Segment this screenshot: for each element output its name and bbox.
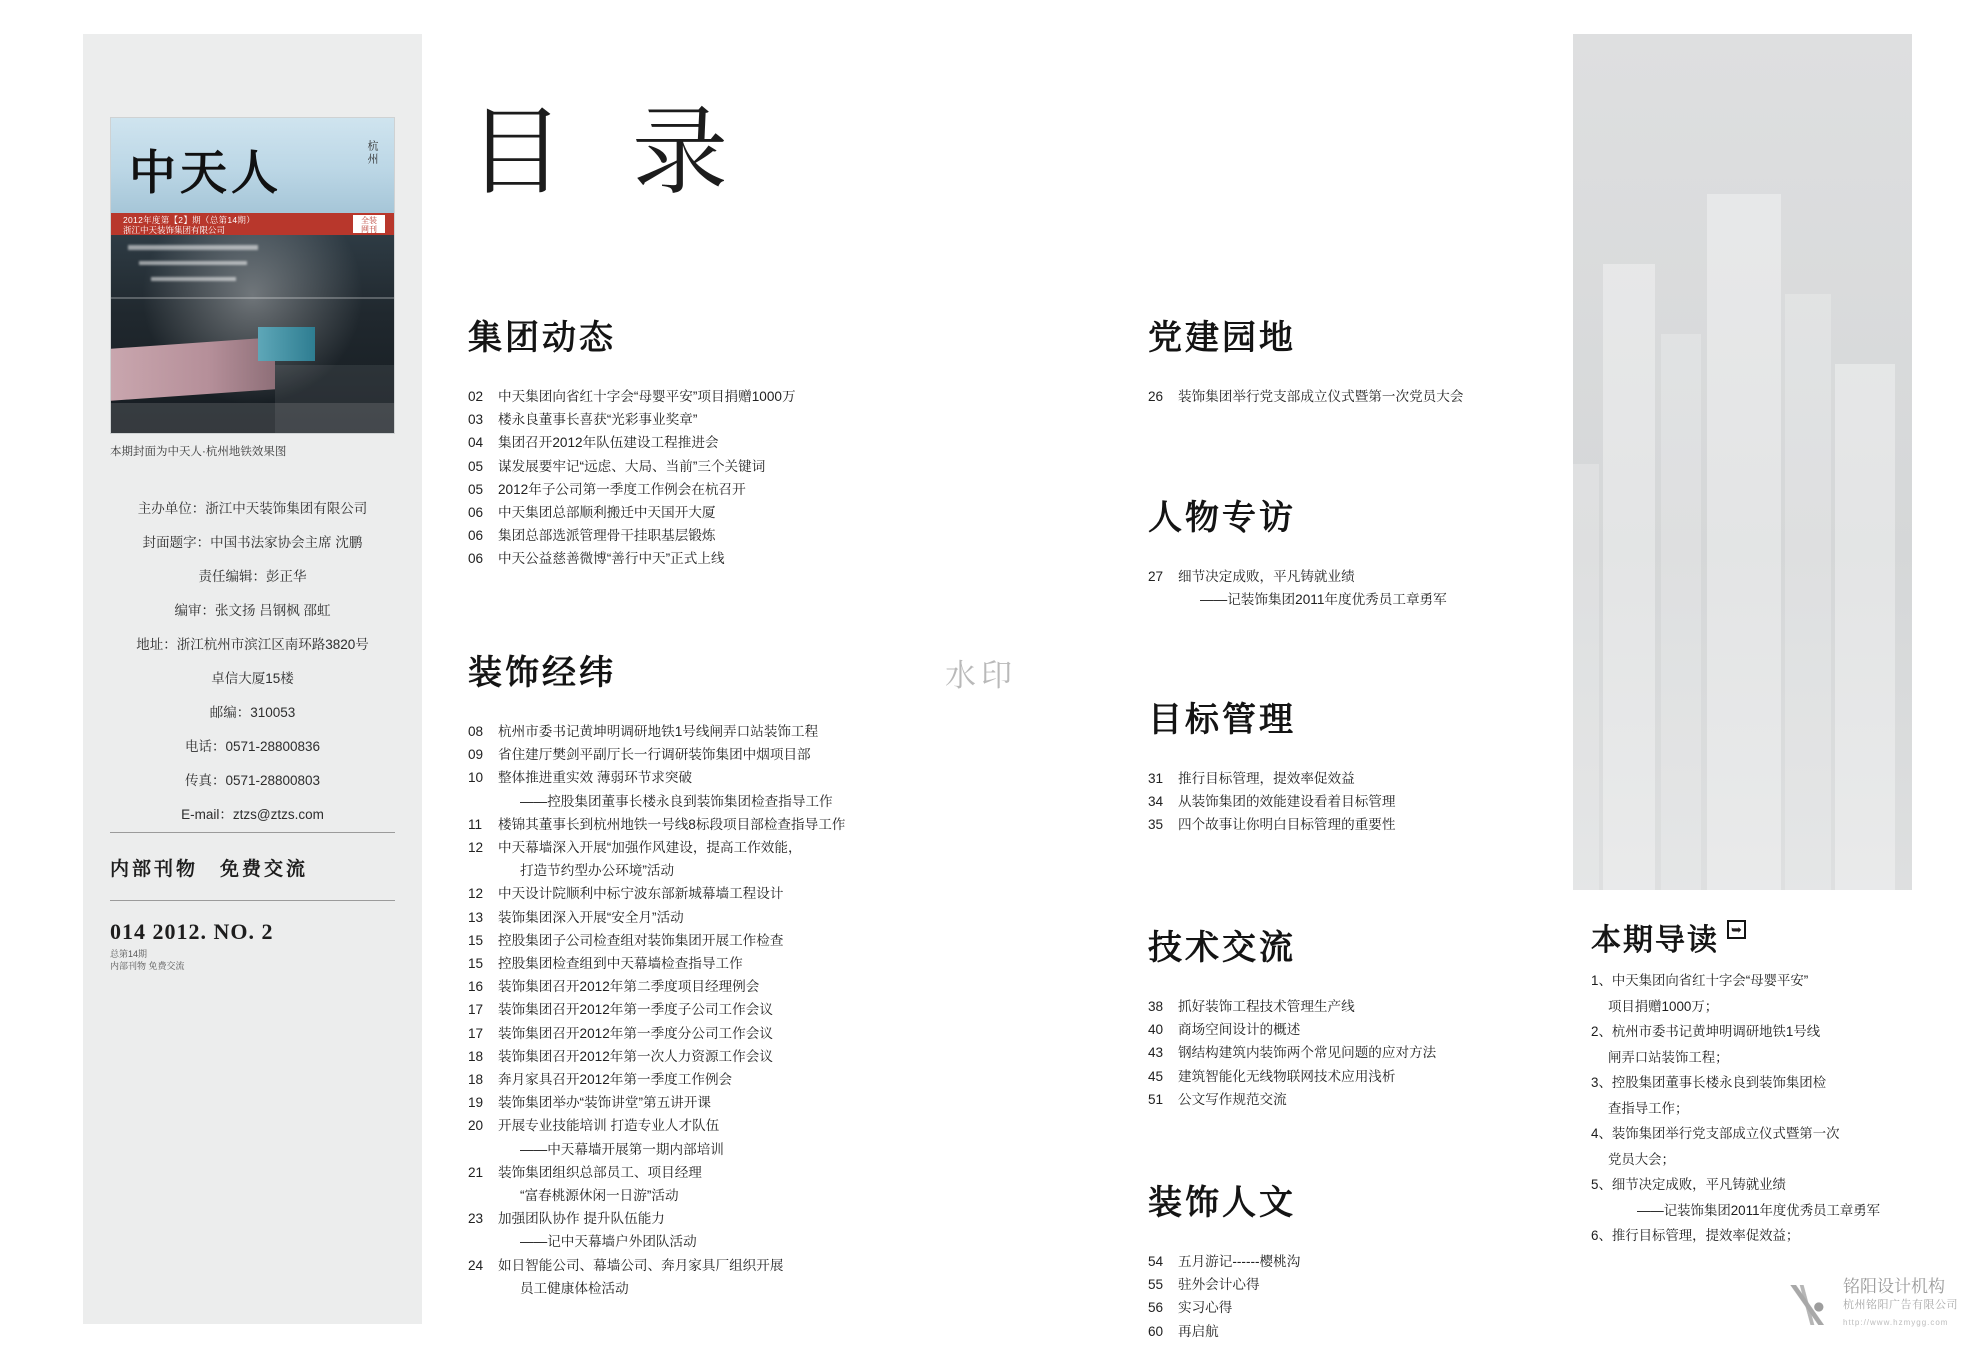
- toc-page-number: 54: [1148, 1254, 1164, 1269]
- toc-entry-title: 再启航: [1178, 1323, 1219, 1339]
- toc-page-number: 18: [468, 1048, 484, 1064]
- logo-name: 铭阳设计机构: [1843, 1277, 1945, 1296]
- guide-item-line: 4、装饰集团举行党支部成立仪式暨第一次: [1591, 1126, 1840, 1141]
- toc-entry[interactable]: [468, 501, 888, 524]
- cover-vertical-note: 杭州: [366, 140, 378, 166]
- toc-entry[interactable]: [468, 1114, 888, 1137]
- toc-page-number: 15: [468, 956, 484, 972]
- toc-page-number: 20: [468, 1118, 484, 1134]
- toc-page-number: 04: [468, 435, 484, 451]
- arrow-down-right-icon: ➥: [1727, 920, 1746, 939]
- toc-page-number: 56: [1148, 1300, 1164, 1316]
- toc-entry-title: 建筑智能化无线物联网技术应用浅析: [1178, 1068, 1396, 1084]
- guide-item-line: 6、推行目标管理，提效率促效益；: [1591, 1228, 1800, 1243]
- toc-page-number: 06: [468, 505, 484, 521]
- toc-entry[interactable]: [468, 1230, 888, 1253]
- toc-entry-title: 楼永良董事长喜获“光彩事业奖章”: [498, 412, 698, 428]
- logo-url: http://www.hzmygg.com: [1843, 1318, 1949, 1327]
- toc-entry-title: 公文写作规范交流: [1178, 1091, 1287, 1107]
- toc-entry[interactable]: [1148, 1065, 1588, 1088]
- toc-page-number: 24: [468, 1257, 484, 1273]
- toc-entry[interactable]: [468, 906, 888, 929]
- toc-entry[interactable]: [1148, 1088, 1588, 1111]
- toc-entry[interactable]: [468, 455, 888, 478]
- toc-list: [1148, 565, 1588, 611]
- toc-entry-title: “富春桃源休闲一日游”活动: [520, 1188, 679, 1204]
- masthead-row: 卓信大厦15楼: [211, 671, 294, 686]
- toc-entry[interactable]: [1148, 1273, 1588, 1296]
- toc-page-number: 23: [468, 1211, 484, 1227]
- toc-entry[interactable]: [468, 1091, 888, 1114]
- toc-entry-title: 驻外会计心得: [1178, 1277, 1260, 1293]
- toc-entry[interactable]: [468, 836, 888, 859]
- toc-page-number: 06: [468, 551, 484, 567]
- section-title: 党建园地: [1148, 320, 1296, 357]
- toc-page-number: 13: [468, 909, 484, 925]
- toc-page-number: 09: [468, 747, 484, 763]
- toc-entry-title: 五月游记------樱桃沟: [1178, 1254, 1301, 1269]
- section-title: 技术交流: [1148, 930, 1296, 967]
- toc-page-number: 34: [1148, 794, 1164, 810]
- toc-entry[interactable]: [1148, 813, 1588, 836]
- toc-entry-title: 整体推进重实效 薄弱环节求突破: [498, 770, 693, 786]
- toc-entry[interactable]: [468, 385, 888, 408]
- toc-entry[interactable]: [1148, 588, 1588, 611]
- toc-entry[interactable]: [468, 766, 888, 789]
- toc-entry-title: ——控股集团董事长楼永良到装饰集团检查指导工作: [520, 793, 833, 809]
- free-circulation-note: 内部刊物 免费交流: [110, 859, 309, 880]
- toc-entry-title: 中天集团向省红十字会“母婴平安”项目捐赠1000万: [498, 389, 796, 404]
- cover-caption: 本期封面为中天人·杭州地铁效果图: [110, 446, 287, 458]
- toc-entry-title: 中天设计院顺利中标宁波东部新城幕墙工程设计: [498, 886, 784, 902]
- guide-item-line: 2、杭州市委书记黄坤明调研地铁1号线: [1591, 1024, 1821, 1039]
- toc-entry[interactable]: [468, 790, 888, 813]
- toc-entry-title: 中天幕墙深入开展“加强作风建设，提高工作效能，: [498, 840, 802, 856]
- toc-entry-title: 如日智能公司、幕墙公司、奔月家具厂组织开展: [498, 1257, 784, 1273]
- masthead-row: 编审：张文扬 吕钢枫 邵虹: [174, 603, 331, 618]
- toc-entry-title: 省住建厅樊剑平副厅长一行调研装饰集团中烟项目部: [498, 747, 811, 763]
- cover-magazine-title: 中天人: [129, 148, 282, 200]
- toc-entry[interactable]: [1148, 995, 1588, 1018]
- toc-entry-title: 装饰集团召开2012年第一次人力资源工作会议: [498, 1048, 773, 1064]
- masthead-row: E-mail：ztzs@ztzs.com: [181, 807, 324, 822]
- toc-entry[interactable]: [468, 929, 888, 952]
- masthead-row: 责任编辑：彭正华: [198, 569, 307, 584]
- toc-entry[interactable]: [468, 998, 888, 1021]
- logo-text: [1843, 1278, 1958, 1332]
- toc-list: [468, 385, 888, 571]
- masthead-row: 封面题字：中国书法家协会主席 沈鹏: [142, 535, 363, 550]
- toc-entry-title: 从装饰集团的效能建设看着目标管理: [1178, 794, 1396, 810]
- toc-entry-title: ——记中天幕墙户外团队活动: [520, 1234, 697, 1250]
- toc-entry-title: 员工健康体检活动: [520, 1280, 629, 1296]
- guide-item[interactable]: [1591, 1070, 1907, 1121]
- section-title: 人物专访: [1148, 500, 1296, 537]
- section-title: 装饰人文: [1148, 1185, 1296, 1222]
- toc-page-number: 26: [1148, 389, 1164, 404]
- logo-sub: 杭州铭阳广告有限公司: [1843, 1299, 1958, 1311]
- toc-entry-title: 楼锦其董事长到杭州地铁一号线8标段项目部检查指导工作: [498, 816, 846, 832]
- masthead-row: 邮编：310053: [209, 705, 296, 720]
- guide-item-line: 项目捐赠1000万；: [1608, 998, 1719, 1014]
- toc-entry[interactable]: [1148, 565, 1588, 588]
- toc-entry-title: 中天公益慈善微博“善行中天”正式上线: [498, 551, 725, 567]
- cover-thumbnail: [110, 117, 395, 434]
- toc-page-number: 15: [468, 932, 484, 948]
- toc-entry[interactable]: [468, 408, 888, 431]
- toc-list: [1148, 767, 1588, 837]
- toc-page-number: 10: [468, 770, 484, 786]
- toc-entry-title: 装饰集团举行党支部成立仪式暨第一次党员大会: [1178, 389, 1464, 404]
- toc-entry[interactable]: [1148, 767, 1588, 790]
- toc-entry[interactable]: [1148, 1250, 1588, 1273]
- cover-issue-line2: 浙江中天装饰集团有限公司: [123, 225, 226, 235]
- guide-title: 本期导读: [1591, 924, 1719, 957]
- toc-entry-title: 装饰集团召开2012年第一季度子公司工作会议: [498, 1002, 773, 1018]
- toc-page-number: 21: [468, 1164, 484, 1180]
- guide-item-line: 3、控股集团董事长楼永良到装饰集团检: [1591, 1075, 1827, 1090]
- toc-page-number: 03: [468, 412, 484, 428]
- guide-item[interactable]: [1591, 1121, 1907, 1172]
- toc-page-number: 27: [1148, 569, 1164, 584]
- toc-page-number: 11: [468, 816, 483, 832]
- section-group-news: [468, 310, 888, 571]
- toc-entry[interactable]: [1148, 1296, 1588, 1319]
- guide-item-line: ——记装饰集团2011年度优秀员工章勇军: [1637, 1202, 1881, 1218]
- toc-entry[interactable]: [468, 1138, 888, 1161]
- toc-entry[interactable]: [1148, 1018, 1588, 1041]
- watermark-text: 水印: [945, 658, 1017, 693]
- toc-entry-title: 四个故事让你明白目标管理的重要性: [1178, 817, 1396, 833]
- toc-entry-title: 钢结构建筑内装饰两个常见问题的应对方法: [1178, 1045, 1437, 1061]
- cover-badge: [352, 214, 386, 234]
- toc-entry-title: 加强团队协作 提升队伍能力: [498, 1211, 665, 1227]
- page-title: 目 录: [468, 99, 750, 206]
- toc-entry[interactable]: [468, 743, 888, 766]
- toc-entry[interactable]: [468, 1184, 888, 1207]
- guide-list: [1591, 968, 1907, 1249]
- toc-entry[interactable]: [468, 431, 888, 454]
- issue-number: 014 2012. NO. 2: [110, 919, 274, 944]
- guide-item[interactable]: [1591, 968, 1907, 1019]
- toc-entry[interactable]: [468, 524, 888, 547]
- toc-entry-title: 杭州市委书记黄坤明调研地铁1号线闸弄口站装饰工程: [498, 724, 819, 739]
- toc-entry-title: 装饰集团召开2012年第一季度分公司工作会议: [498, 1025, 773, 1041]
- logo-mark-icon: [1781, 1285, 1835, 1325]
- toc-entry-title: 2012年子公司第一季度工作例会在杭召开: [498, 481, 746, 497]
- toc-entry-title: 细节决定成败，平凡铸就业绩: [1178, 569, 1355, 584]
- toc-entry[interactable]: [468, 1161, 888, 1184]
- divider-top: [110, 832, 395, 833]
- toc-page-number: 38: [1148, 999, 1164, 1014]
- toc-entry[interactable]: [468, 1207, 888, 1230]
- toc-entry[interactable]: [468, 882, 888, 905]
- toc-list: [1148, 385, 1568, 408]
- toc-entry[interactable]: [468, 547, 888, 570]
- section-party-building: [1148, 310, 1568, 408]
- toc-entry[interactable]: [468, 952, 888, 975]
- masthead-list: [83, 492, 422, 832]
- section-decoration-news: [468, 645, 888, 1300]
- toc-entry[interactable]: [468, 1045, 888, 1068]
- toc-entry-title: 推行目标管理，提效率促效益: [1178, 771, 1355, 786]
- toc-page-number: 18: [468, 1072, 484, 1088]
- toc-page-number: 45: [1148, 1068, 1164, 1084]
- section-title: 装饰经纬: [468, 655, 616, 692]
- section-title: 目标管理: [1148, 702, 1296, 739]
- guide-item-line: 闸弄口站装饰工程；: [1608, 1049, 1729, 1065]
- toc-entry[interactable]: [468, 813, 888, 836]
- toc-page-number: 06: [468, 528, 484, 544]
- section-people-feature: [1148, 490, 1588, 611]
- section-title: 集团动态: [468, 320, 616, 357]
- toc-entry-title: 商场空间设计的概述: [1178, 1022, 1301, 1038]
- toc-page-number: 12: [468, 886, 484, 902]
- masthead-row: 主办单位：浙江中天装饰集团有限公司: [137, 501, 368, 516]
- toc-entry[interactable]: [468, 859, 888, 882]
- guide-item[interactable]: [1591, 1172, 1907, 1223]
- issue-sub: [110, 948, 185, 972]
- toc-page-number: 51: [1148, 1091, 1164, 1107]
- toc-page-number: 40: [1148, 1022, 1164, 1038]
- toc-entry[interactable]: [468, 975, 888, 998]
- toc-entry-title: 实习心得: [1178, 1300, 1233, 1316]
- toc-page-number: 12: [468, 840, 484, 856]
- divider-bottom: [110, 900, 395, 901]
- toc-list: [468, 720, 888, 1300]
- section-decoration-culture: [1148, 1175, 1588, 1343]
- toc-entry-title: 打造节约型办公环境”活动: [520, 863, 675, 879]
- cover-metro-photo: [111, 235, 394, 434]
- toc-page-number: 02: [468, 389, 484, 404]
- toc-entry-title: 装饰集团深入开展“安全月”活动: [498, 909, 684, 925]
- toc-entry[interactable]: [468, 1022, 888, 1045]
- guide-item-line: 1、中天集团向省红十字会“母婴平安”: [1591, 973, 1809, 988]
- toc-entry-title: 装饰集团召开2012年第二季度项目经理例会: [498, 979, 760, 995]
- toc-entry-title: 中天集团总部顺利搬迁中天国开大厦: [498, 505, 716, 521]
- toc-page-number: 05: [468, 481, 484, 497]
- guide-item-line: 5、细节决定成败，平凡铸就业绩: [1591, 1177, 1786, 1192]
- guide-item[interactable]: [1591, 1223, 1907, 1249]
- toc-entry[interactable]: [1148, 385, 1568, 408]
- toc-list: [1148, 995, 1588, 1111]
- masthead-row: 传真：0571-28800803: [184, 773, 321, 788]
- toc-page-number: 35: [1148, 817, 1164, 833]
- toc-page-number: 31: [1148, 771, 1164, 786]
- toc-entry-title: 装饰集团组织总部员工、项目经理: [498, 1164, 702, 1180]
- cover-badge-line2: 网刊: [361, 225, 377, 234]
- toc-page-number: 43: [1148, 1045, 1164, 1061]
- section-tech-exchange: [1148, 920, 1588, 1111]
- toc-entry[interactable]: [468, 720, 888, 743]
- cover-issue-line1: 2012年度第【2】期（总第14期）: [123, 215, 255, 225]
- toc-entry-title: 集团召开2012年队伍建设工程推进会: [498, 435, 719, 451]
- toc-page-number: 16: [468, 979, 484, 995]
- toc-entry[interactable]: [468, 1277, 888, 1300]
- issue-sub-line1: 总第14期: [110, 949, 148, 959]
- toc-page-number: 08: [468, 724, 484, 739]
- toc-page-number: 19: [468, 1095, 484, 1111]
- toc-entry[interactable]: [468, 1068, 888, 1091]
- toc-list: [1148, 1250, 1588, 1343]
- toc-page-number: 17: [468, 1002, 484, 1018]
- masthead-row: 电话：0571-28800836: [184, 739, 321, 754]
- masthead-row: 地址：浙江杭州市滨江区南环路3820号: [136, 637, 369, 652]
- toc-entry-title: 控股集团子公司检查组对装饰集团开展工作检查: [498, 932, 784, 948]
- cover-badge-line1: 全装: [361, 216, 377, 225]
- toc-entry-title: 奔月家具召开2012年第一季度工作例会: [498, 1072, 733, 1088]
- designer-logo: [1781, 1278, 1958, 1332]
- toc-page-number: 55: [1148, 1277, 1164, 1293]
- guide-item[interactable]: [1591, 1019, 1907, 1070]
- toc-entry[interactable]: [468, 1254, 888, 1277]
- toc-entry[interactable]: [1148, 1041, 1588, 1064]
- toc-page-number: 60: [1148, 1323, 1164, 1339]
- toc-page-number: 17: [468, 1025, 484, 1041]
- toc-entry-title: 开展专业技能培训 打造专业人才队伍: [498, 1118, 720, 1134]
- section-goal-management: [1148, 692, 1588, 837]
- guide-item-line: 党员大会；: [1608, 1151, 1675, 1167]
- toc-page-number: 05: [468, 458, 484, 474]
- toc-entry-title: 集团总部选派管理骨干挂职基层锻炼: [498, 528, 716, 544]
- toc-entry-title: 装饰集团举办“装饰讲堂”第五讲开课: [498, 1095, 711, 1111]
- toc-entry[interactable]: [1148, 1320, 1588, 1343]
- toc-entry[interactable]: [1148, 790, 1588, 813]
- toc-entry-title: 谋发展要牢记“远虑、大局、当前”三个关键词: [498, 458, 766, 474]
- toc-entry-title: 抓好装饰工程技术管理生产线: [1178, 999, 1355, 1014]
- issue-sub-line2: 内部刊物 免费交流: [110, 961, 185, 971]
- toc-entry[interactable]: [468, 478, 888, 501]
- toc-entry-title: ——记装饰集团2011年度优秀员工章勇军: [1200, 592, 1447, 608]
- guide-item-line: 查指导工作；: [1608, 1100, 1689, 1116]
- toc-entry-title: 控股集团检查组到中天幕墙检查指导工作: [498, 956, 743, 972]
- toc-entry-title: ——中天幕墙开展第一期内部培训: [520, 1141, 724, 1157]
